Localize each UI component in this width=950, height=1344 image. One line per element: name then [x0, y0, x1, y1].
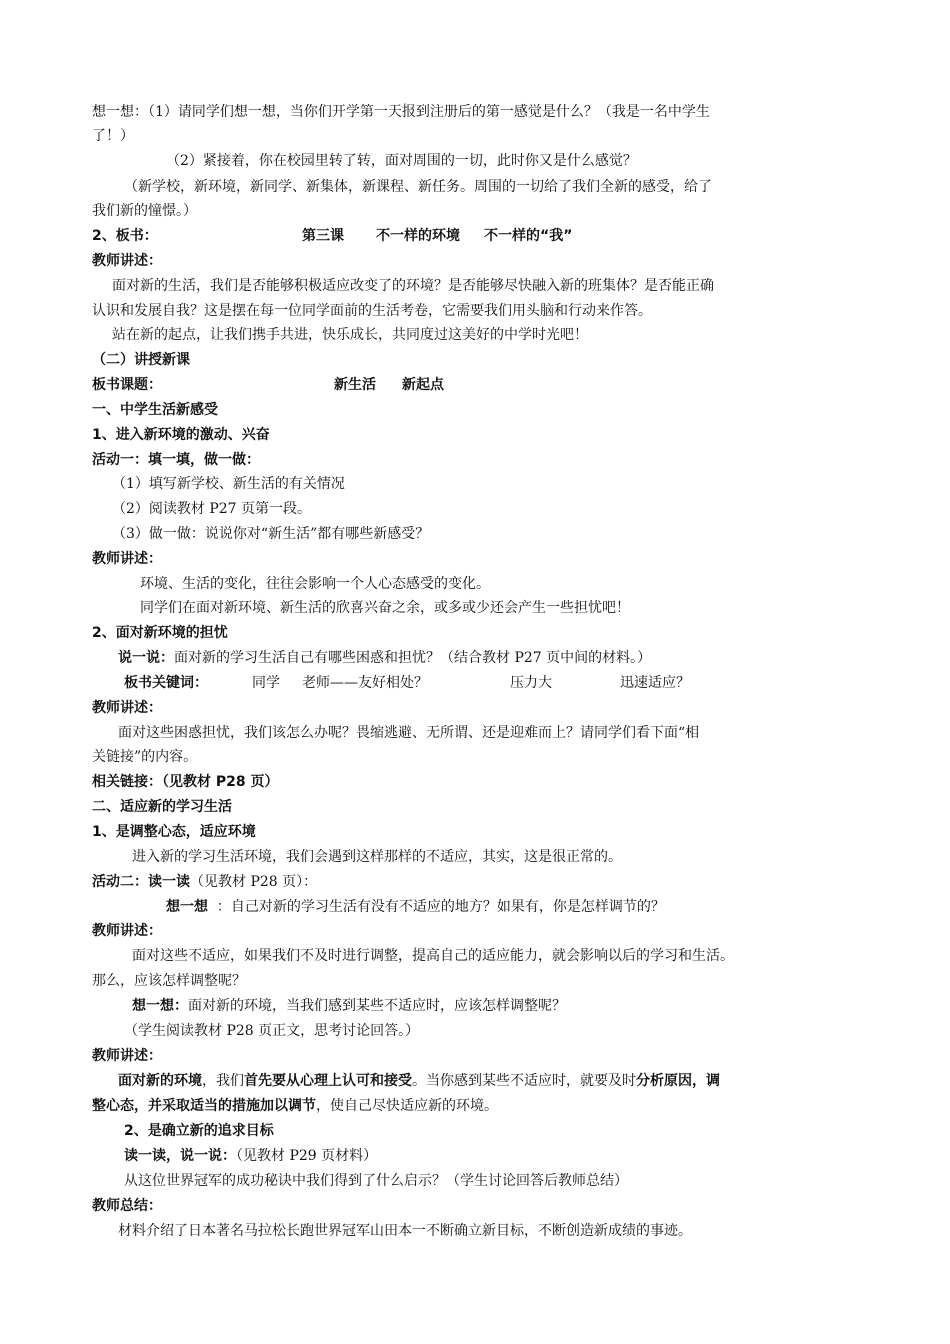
say-it-text: 面对新的学习生活自己有哪些困惑和担忧？（结合教材 P27 页中间的材料。） — [174, 650, 652, 666]
think-label-2: 想一想： — [132, 998, 188, 1014]
line-think-1: 想一想：（1）请同学们想一想，当你们开学第一天报到注册后的第一感觉是什么？（我是一名中学生 — [92, 104, 710, 120]
lesson-title-2: 不一样的“我” — [484, 228, 573, 244]
line-narration-5-cont: 关链接”的内容。 — [92, 749, 198, 765]
line-narration-6-cont: 那么，应该怎样调整呢？ — [92, 973, 246, 989]
board-heading — [92, 226, 862, 246]
teacher-narration-label: 教师讲述： — [92, 551, 162, 567]
read-say-line — [124, 1146, 894, 1166]
line-answer-cont: 我们新的憧憬。） — [92, 203, 197, 219]
lesson-number: 第三课 — [302, 228, 344, 244]
activity-1-item-1: （1）填写新学校、新生活的有关情况 — [112, 476, 345, 492]
read-say-label: 读一读，说一说： — [124, 1148, 236, 1164]
teacher-narration-label: 教师讲述： — [92, 923, 162, 939]
think-text: ：自己对新的学习生活有没有不适应的地方？如果有，你是怎样调节的？ — [216, 899, 665, 915]
activity-1-item-3: （3）做一做：说说你对“新生活”都有哪些新感受？ — [112, 526, 430, 542]
think-label: 想一想 — [166, 899, 208, 915]
board-label: 2、板书： — [92, 228, 158, 244]
line-narration-6: 面对这些不适应，如果我们不及时进行调整，提高自己的适应能力，就会影响以后的学习和生活。 — [132, 948, 734, 964]
activity-1-heading: 活动一：填一填，做一做： — [92, 452, 260, 468]
think-text-2: 面对新的环境，当我们感到某些不适应时，应该怎样调整呢？ — [188, 998, 566, 1014]
topic-label: 板书课题： — [92, 377, 162, 393]
activity-2-label: 活动二：读一读 — [92, 874, 190, 890]
question-line: 从这位世界冠军的成功秘诀中我们得到了什么启示？（学生讨论回答后教师总结） — [124, 1173, 628, 1189]
teacher-narration-label: 教师讲述： — [92, 700, 162, 716]
heading-2-1: 1、是调整心态，适应环境 — [92, 824, 256, 840]
teacher-narration-label: 教师讲述： — [92, 1048, 162, 1064]
think-line-2 — [132, 996, 902, 1016]
activity-1-item-2: （2）阅读教材 P27 页第一段。 — [112, 501, 312, 517]
line-narration-1-cont: 认识和发展自我？这是摆在每一位同学面前的生活考卷，它需要我们用头脑和行动来作答。 — [92, 303, 652, 319]
heading-1-2: 2、面对新环境的担忧 — [92, 625, 228, 641]
heading-part-1: 一、中学生活新感受 — [92, 402, 218, 418]
line-think-2: （2）紧接着，你在校园里转了转，面对周围的一切，此时你又是什么感觉？ — [166, 153, 637, 169]
keyword-3: 压力大 — [510, 675, 552, 691]
keyword-4: 迅速适应？ — [620, 675, 690, 691]
heading-2-2: 2、是确立新的追求目标 — [124, 1123, 274, 1139]
line-narration-5: 面对这些困惑担忧，我们该怎么办呢？畏缩逃避、无所谓、还是迎难而上？请同学们看下面“相 — [118, 725, 700, 741]
topic-2: 新起点 — [402, 377, 444, 393]
emphasis-1: 面对新的环境 — [118, 1073, 202, 1089]
line-narration-3: 环境、生活的变化，往往会影响一个人心态感受的变化。 — [140, 576, 490, 592]
emphasis-4: 整心态，并采取适当的措施加以调节 — [92, 1098, 316, 1114]
summary-text: 材料介绍了日本著名马拉松长跑世界冠军山田本一不断确立新目标，不断创造新成绩的事迹。 — [118, 1223, 692, 1239]
activity-2-ref: （见教材 P28 页）： — [190, 874, 318, 890]
line-narration-4: 同学们在面对新环境、新生活的欣喜兴奋之余，或多或少还会产生一些担忧吧！ — [140, 600, 630, 616]
keyword-2: 老师——友好相处？ — [302, 675, 428, 691]
keywords-label: 板书关键词： — [124, 675, 208, 691]
think-line — [166, 897, 936, 917]
teacher-summary-label: 教师总结： — [92, 1198, 162, 1214]
emphasis-2: 首先要从心理上认可和接受 — [244, 1073, 412, 1089]
line-narration-7-cont — [92, 1096, 862, 1116]
line-narration-2: 站在新的起点，让我们携手共进，快乐成长，共同度过这美好的中学时光吧！ — [112, 327, 588, 343]
heading-1-1: 1、进入新环境的激动、兴奋 — [92, 427, 270, 443]
emphasis-3: 分析原因，调 — [636, 1073, 720, 1089]
say-it-line — [118, 648, 888, 668]
student-reading: （学生阅读教材 P28 页正文，思考讨论回答。） — [124, 1023, 420, 1039]
keywords-line — [124, 673, 894, 693]
activity-2-line — [92, 872, 862, 892]
say-it-label: 说一说： — [118, 650, 174, 666]
lesson-topic-heading — [92, 375, 862, 395]
lesson-title-1: 不一样的环境 — [376, 228, 460, 244]
related-links: 相关链接：（见教材 P28 页） — [92, 774, 279, 790]
plain-1: ，我们 — [202, 1073, 244, 1089]
heading-part-2: 二、适应新的学习生活 — [92, 799, 232, 815]
line-answer: （新学校，新环境，新同学、新集体，新课程、新任务。周围的一切给了我们全新的感受，给了 — [124, 179, 712, 195]
topic-1: 新生活 — [334, 377, 376, 393]
line-narration-1: 面对新的生活，我们是否能够积极适应改变了的环境？是否能够尽快融入新的班集体？是否能正确 — [112, 278, 714, 294]
line-think-1-cont: 了！） — [92, 128, 134, 144]
read-say-ref: （见教材 P29 页材料） — [236, 1148, 378, 1164]
plain-2: 。当你感到某些不适应时，就要及时 — [412, 1073, 636, 1089]
section-new-lesson: （二）讲授新课 — [92, 352, 190, 368]
teacher-narration-label: 教师讲述： — [92, 253, 162, 269]
line-adjust: 进入新的学习生活环境，我们会遇到这样那样的不适应，其实，这是很正常的。 — [132, 849, 622, 865]
keyword-1: 同学 — [252, 675, 280, 691]
line-narration-7 — [118, 1071, 888, 1091]
plain-3: ，使自己尽快适应新的环境。 — [316, 1098, 498, 1114]
